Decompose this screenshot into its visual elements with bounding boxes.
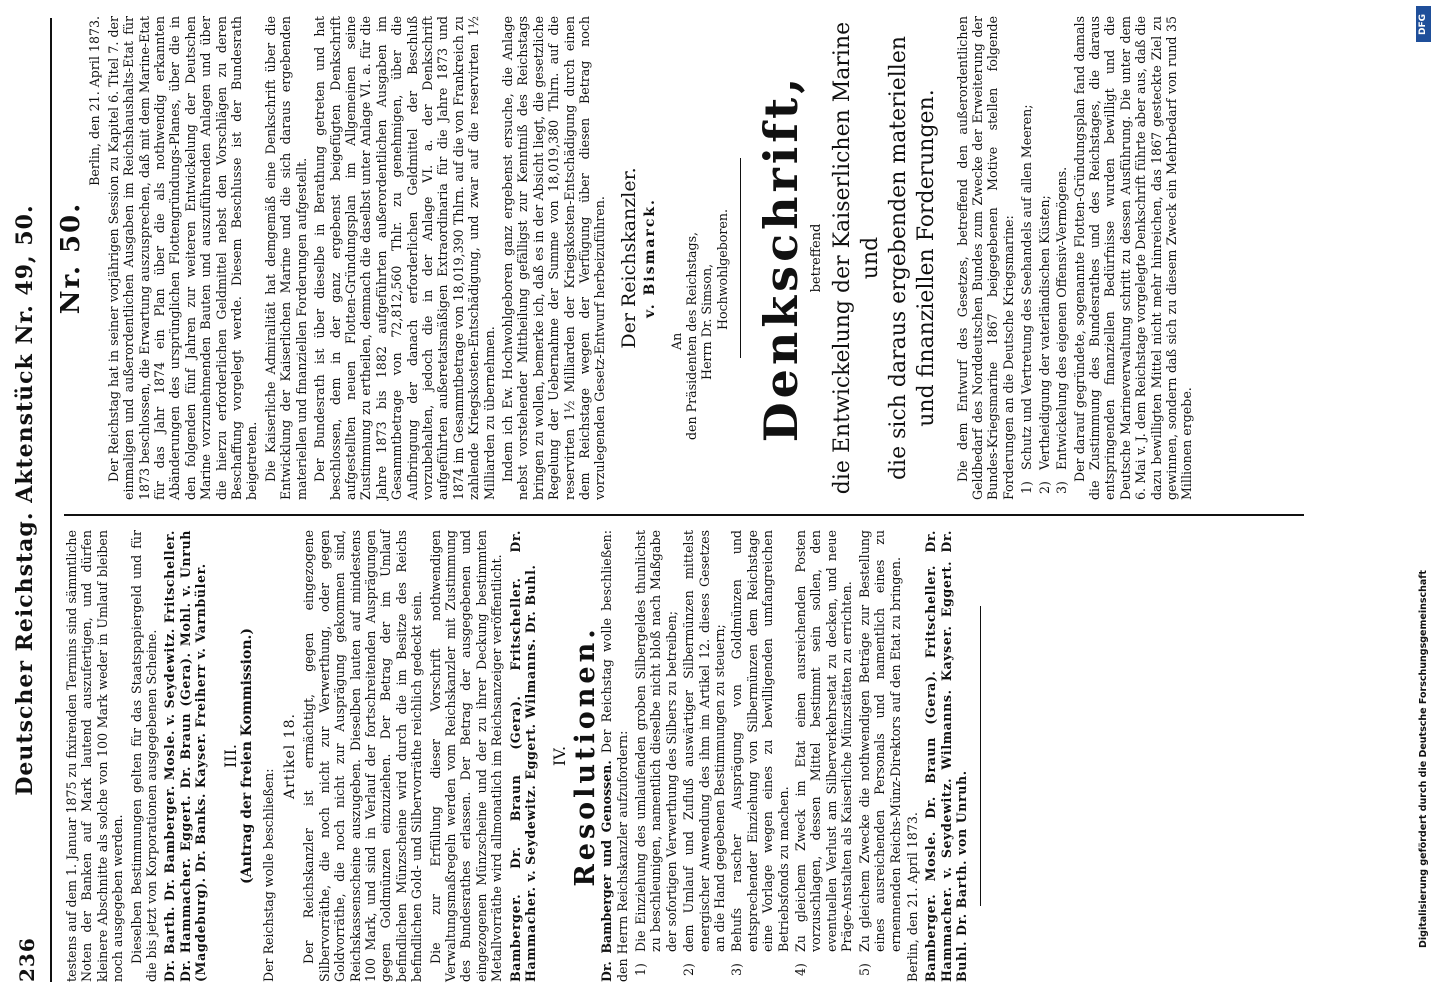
section-4-intro-rest: Der Reichstag wolle beschließen: den Herrn Reichskanzler aufzufordern:: [599, 530, 630, 982]
list-item-number: 2): [681, 963, 697, 976]
address-line: An: [668, 332, 684, 350]
section-3-number: III.: [220, 743, 240, 769]
list-item-text: Zu gleichem Zwecke die nothwendigen Beträge zur Bestellung eines ausreichenden Personals und namentlich eines zu ernennenden Reichs-Münz-Direktors auf den Etat zu bringen.: [856, 530, 903, 952]
denkschrift-subtitle: [829, 16, 941, 500]
list-item-text: Die Einziehung des umlaufenden groben Silbergeldes thunlichst zu beschleunigen, namentlich dieselbe nicht bloß nach Maßgabe der sofortigen Verwerthung des Silbers zu betreiben;: [633, 530, 679, 952]
address-line: Herrn Dr. Simson,: [699, 263, 715, 380]
denkschrift-title: Denkschrift,: [754, 73, 809, 443]
intro-paragraph-1: testens auf dem 1. Januar 1875 zu fixirenden Termins sind sämmtliche Noten der Banken auf Mark lautend auszufertigen, und dürfen kleinere Abschnitte als solche von 100 Mark weder in Umlauf bleiben noch ausgegeben werden.: [64, 530, 126, 982]
intro-paragraph-2: Dieselben Bestimmungen gelten für das Staatspapiergeld und für die bis jetzt von Korporationen ausgegebenen Scheine.: [128, 530, 160, 982]
section-4-intro: [599, 530, 630, 982]
list-item: [857, 530, 903, 982]
letter-paragraph-4: Indem ich Ew. Hochwohlgeboren ganz ergebenst ersuche, die Anlage nebst vorstehender Mittheilung gefälligst zur Kenntniß des Reichstags bringen zu wollen, bemerke ich, daß es in der Absicht liegt, die gesetzliche Regelung der Uebernahme der Summe von 18,019,380 Thlrn. auf die reservirten 1½ Milliarden der Kriegskosten-Entschädigung durch einen dem Reichstage wegen der Verfügung über diesen Betrag noch vorzulegenden Gesetz-Entwurf herbeizuführen.: [499, 16, 608, 500]
list-item-text: Behufs rascher Ausprägung von Goldmünzen und entsprechender Einziehung von Silbermünzen dem Reichstage eine Vorlage wegen eines zu bewilligenden umfangreichen Betriebsfonds zu machen.: [729, 530, 791, 952]
denkschrift-intro: Die dem Entwurf des Gesetzes, betreffend den außerordentlichen Geldbedarf des Norddeutschen Bundes zum Zwecke der Erweiterung der Bundes-Kriegsmarine 1867 beigegebenen Motive stellen folgende Forderungen an die Deutsche Kriegsmarine:: [954, 16, 1016, 500]
resolutions-date: Berlin, den 21. April 1873.: [904, 812, 920, 982]
right-column: [58, 16, 1308, 500]
left-column: [64, 530, 1304, 982]
digitization-credit: Digitalisierung gefördert durch die Deutsche Forschungsgemeinschaft: [1418, 570, 1429, 948]
section-4-title: Resolutionen.: [569, 625, 601, 887]
page-number: 236: [15, 937, 39, 982]
list-item-number: 5): [856, 963, 872, 976]
dfg-logo: DFG: [1416, 6, 1431, 42]
list-item-text: Schutz und Vertretung des Seehandels auf allen Meeren;: [1019, 104, 1035, 470]
closing-divider: [980, 606, 981, 906]
list-item: [793, 530, 855, 982]
signatures-block-3: Bamberger. Mosle. Dr. Braun (Gera). Fritscheller. Dr. Hammacher. v. Seydewitz. Wilmanns. Kayser. Eggert. Dr. Buhl. Dr. Barth. von Unruh.: [923, 530, 970, 982]
list-item-number: 3): [729, 963, 745, 976]
article-paragraph-1: Der Reichskanzler ist ermächtigt, gegen eingezogene Silbervorräthe, die noch nicht zur Verwerthung, oder gegen Goldvorräthe, die noch nicht zur Ausprägung gekommen sind, Reichskassenscheine auszugeben. Dieselben lauten auf mindestens 100 Mark, und sind in Verlauf der fortschreitenden Ausprägungen gegen Goldmünzen einzuziehen. Der Betrag der im Umlauf befindlichen Münzscheine wird durch die im Besitze des Reichs befindlichen Gold- und Silbervorräthe reichlich gedeckt sein.: [301, 530, 425, 982]
list-item-text: Vertheidigung der vaterländischen Küsten;: [1036, 195, 1052, 470]
article-paragraph-2: Die zur Erfüllung dieser Vorschrift nothwendigen Verwaltungsmaßregeln werden vom Reichskanzler mit Zustimmung des Bundesrathes erlassen. Der Betrag der ausgegebenen und eingezogenen Münzscheine und der zu ihrer Deckung bestimmten Metallvorräthe wird allmonatlich im Reichsanzeiger veröffentlicht.: [427, 530, 505, 982]
list-item: [633, 530, 679, 982]
list-item-number: 1): [633, 963, 648, 976]
list-item-number: 3): [1054, 481, 1070, 494]
signatures-block-1: Dr. Barth. Dr. Bamberger. Mosle. v. Seydewitz. Fritscheller. Dr. Hammacher. Eggert. Dr. Braun (Gera). Mohl. v. Unruh (Magdeburg). Dr. Banks. Kayser. Freiherr v. Varnbüler.: [162, 530, 209, 982]
signatory-name: v. Bismarck.: [642, 198, 659, 318]
address-line: Hochwohlgeboren.: [714, 209, 730, 330]
list-item-number: 1): [1019, 481, 1035, 494]
page-header: [10, 18, 52, 982]
resolutions-list: [633, 530, 903, 982]
list-item: [681, 530, 727, 982]
list-item-text: Entwickelung des eigenen Offensiv-Vermögens.: [1054, 166, 1070, 470]
section-divider: [740, 158, 741, 358]
signatory-title: Der Reichskanzler.: [617, 167, 640, 349]
letter-paragraph-2: Die Kaiserliche Admiralität hat demgemäß eine Denkschrift über die Entwicklung der Kaiserlichen Marine und die sich daraus ergebenden materiellen und finanziellen Forderungen aufgestellt.: [262, 16, 309, 500]
list-item-number: 2): [1036, 481, 1052, 494]
denkschrift-subtitle-line-1: die Entwickelung der Kaiserlichen Marine und: [829, 21, 883, 495]
letter-date: Berlin, den 21. April 1873.: [87, 16, 103, 186]
denkschrift-betreffend: betreffend: [809, 223, 825, 293]
letter-paragraph-3: Der Bundesrath ist über dieselbe in Berathung getreten und hat beschlossen, dem in der ganz ergebenst beigefügten Denkschrift aufgestellten neuen Flotten-Gründungsplan im Allgemeinen seine Zustimmung zu ertheilen, demnach die daselbst unter Anlage VI. a. für die Jahre 1873 bis 1882 aufgeführten außerordentlichen Ausgaben im Gesammtbetrage von 72,812,560 Thlr. zu genehmigen, über die Aufbringung der danach erforderlichen Geldmittel der Beschluß vorzubehalten, jedoch die in der Anlage VI. a. der Denkschrift aufgeführten außeretatsmäßigen Extraordinaria für die Jahre 1873 und 1874 im Gesammtbetrage von 18,019,390 Thlrn. auf die von Frankreich zu zahlende Kriegskosten-Entschädigung, und zwar auf die reservirten 1½ Milliarden zu übernehmen.: [312, 16, 497, 500]
list-item: [1037, 16, 1052, 500]
denkschrift-list: [1019, 16, 1069, 500]
denkschrift-closing: Der darauf gegründete, sogenannte Flotten-Gründungsplan fand damals die Zustimmung des Bundesrathes und des Reichstages, die daraus entspringenden finanziellen Bedürfnisse wurden bewilligt und die Deutsche Marineverwaltung schritt zu dessen Ausführung. Die unter dem 6. Mai v. J. dem Reichstage vorgelegte Denkschrift führte aber aus, daß die dazu bewilligten Mittel nicht mehr hinreichen, das 1867 gesteckte Ziel zu gewinnen, sondern daß sich zu diesem Zweck ein Mehrbedarf von rund 35 Millionen ergebe.: [1071, 16, 1195, 500]
list-item: [1054, 16, 1069, 500]
list-item: [1019, 16, 1034, 500]
document-number: Nr. 50.: [56, 201, 86, 315]
section-4-intro-lead: Dr. Bamberger und Genossen.: [599, 760, 615, 982]
letter-paragraph-1: Der Reichstag hat in seiner vorjährigen Session zu Kapitel 6. Titel 7. der einmaligen und außerordentlichen Ausgaben im Reichshaushalts-Etat für 1873 beschlossen, die Erwartung auszusprechen, daß mit dem Marine-Etat für das Jahr 1874 ein Plan über die als nothwendig erkannten Abänderungen des ursprünglichen Flottengründungs-Planes, über die in den folgenden fünf Jahren zur weiteren Entwickelung der Deutschen Marine vorzunehmenden Bauten und auszuführenden Anlagen und über die hierzu erforderlichen Geldmittel nebst den Vorschlägen zu deren Beschaffung vorgelegt werde. Diesem Beschlusse ist der Bundesrath beigetreten.: [105, 16, 260, 500]
page-header-title: Deutscher Reichstag. Aktenstück Nr. 49, 50.: [12, 204, 38, 796]
list-item-text: Zu gleichem Zweck im Etat einen ausreichenden Posten vorzuschlagen, dessen Mittel bestimmt sein sollen, den eventuellen Verlust am Silberverkehrsetat zu decken, und neue Präge-Anstalten als Kaiserliche Münzstätten zu errichten.: [793, 530, 855, 952]
column-divider: [64, 514, 1304, 516]
list-item-number: 4): [793, 963, 809, 976]
denkschrift-subtitle-line-2: die sich daraus ergebenden materiellen und finanziellen Forderungen.: [885, 35, 939, 481]
section-3-intro: Der Reichstag wolle beschließen:: [261, 768, 277, 982]
section-3-title: (Antrag der freien Kommission.): [239, 628, 256, 885]
list-item-text: dem Umlauf und Zufluß auswärtiger Silbermünzen mittelst energischer Anwendung des ihm im Artikel 12. dieses Gesetzes an die Hand gegebenen Bestimmungen zu steuern;: [681, 530, 728, 952]
list-item: [729, 530, 791, 982]
signatures-block-2: Bamberger. Dr. Braun (Gera). Fritscheller. Dr. Hammacher. v. Seydewitz. Eggert. Wilmanns. Dr. Buhl.: [507, 530, 538, 982]
address-line: den Präsidenten des Reichstags,: [684, 231, 700, 440]
digitization-sidebar: [1415, 0, 1432, 1000]
section-4-number: IV.: [550, 745, 570, 767]
article-heading: Artikel 18.: [281, 713, 298, 799]
